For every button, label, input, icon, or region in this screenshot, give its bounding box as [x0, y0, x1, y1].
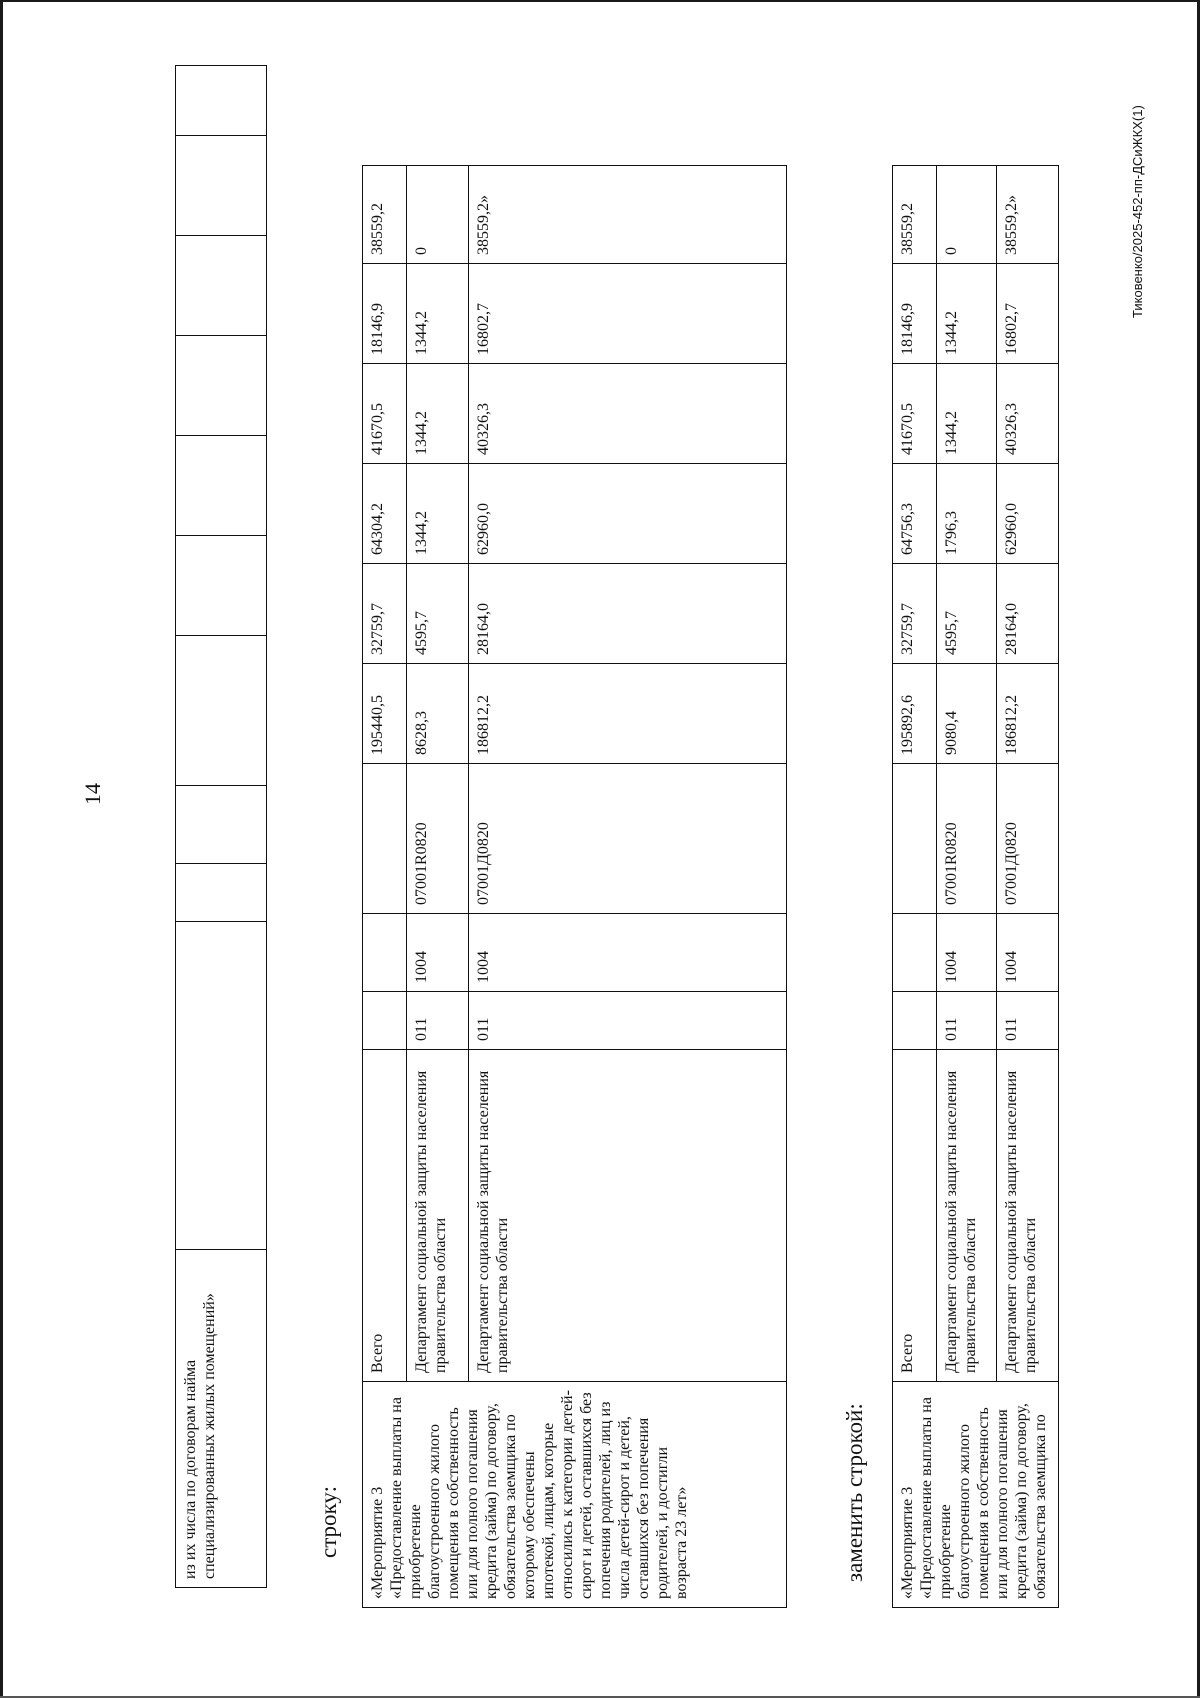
year-cell: 40326,3 — [997, 364, 1059, 464]
grbs-cell: 011 — [407, 992, 469, 1050]
executor-cell: Департамент социальной защиты населения правительства области — [937, 1050, 997, 1382]
year-cell: 38559,2» — [997, 166, 1059, 264]
heading-row-label: строку: — [316, 1486, 341, 1558]
grbs-cell — [363, 992, 407, 1050]
total-cell: 9080,4 — [937, 664, 997, 764]
total-cell: 186812,2 — [469, 664, 787, 764]
year-cell: 16802,7 — [997, 264, 1059, 364]
year-cell: 28164,0 — [469, 564, 787, 664]
csr-cell: 07001R0820 — [937, 764, 997, 914]
new-row-table — [892, 165, 1059, 1608]
year-cell: 62960,0 — [997, 464, 1059, 564]
empty-cell — [176, 336, 267, 436]
rzpr-cell — [363, 914, 407, 992]
page-number: 14 — [80, 783, 105, 805]
year-cell: 1344,2 — [407, 464, 469, 564]
year-cell: 1796,3 — [937, 464, 997, 564]
table-row — [363, 166, 407, 1608]
total-cell: 186812,2 — [997, 664, 1059, 764]
continuation-table — [175, 65, 267, 1588]
csr-cell: 07001R0820 — [407, 764, 469, 914]
rzpr-cell: 1004 — [469, 914, 787, 992]
year-cell: 1344,2 — [407, 264, 469, 364]
table-row — [893, 166, 937, 1608]
year-cell: 16802,7 — [469, 264, 787, 364]
measure-cell: «Мероприятие 3 «Предоставление выплаты на приобретение благоустроенного жилого помещения в собственность или для полного погашения кредита (займа) по договору, обязательства заемщика по — [893, 1382, 1059, 1608]
year-cell: 4595,7 — [937, 564, 997, 664]
rzpr-cell: 1004 — [937, 914, 997, 992]
year-cell: 1344,2 — [407, 364, 469, 464]
empty-cell — [176, 236, 267, 336]
total-cell: 195440,5 — [363, 664, 407, 764]
total-cell: 8628,3 — [407, 664, 469, 764]
year-cell: 38559,2 — [893, 166, 937, 264]
grbs-cell — [893, 992, 937, 1050]
year-cell: 18146,9 — [363, 264, 407, 364]
grbs-cell: 011 — [997, 992, 1059, 1050]
year-cell: 38559,2 — [363, 166, 407, 264]
year-cell: 4595,7 — [407, 564, 469, 664]
year-cell: 38559,2» — [469, 166, 787, 264]
year-cell: 28164,0 — [997, 564, 1059, 664]
total-cell: 195892,6 — [893, 664, 937, 764]
rzpr-cell: 1004 — [997, 914, 1059, 992]
continuation-text: из их числа по договорам найма специализированных жилых помещений» — [176, 1250, 267, 1588]
year-cell: 18146,9 — [893, 264, 937, 364]
empty-cell — [176, 136, 267, 236]
empty-cell — [176, 636, 267, 786]
executor-cell: Всего — [363, 1050, 407, 1382]
year-cell: 41670,5 — [893, 364, 937, 464]
heading-replace-label: заменить строкой: — [842, 1403, 867, 1582]
executor-cell: Департамент социальной защиты населения правительства области — [407, 1050, 469, 1382]
year-cell: 40326,3 — [469, 364, 787, 464]
grbs-cell: 011 — [937, 992, 997, 1050]
executor-cell: Департамент социальной защиты населения правительства области — [469, 1050, 787, 1382]
year-cell: 32759,7 — [893, 564, 937, 664]
year-cell: 64756,3 — [893, 464, 937, 564]
old-row-table — [362, 165, 787, 1608]
empty-cell — [176, 536, 267, 636]
year-cell: 64304,2 — [363, 464, 407, 564]
grbs-cell: 011 — [469, 992, 787, 1050]
year-cell: 62960,0 — [469, 464, 787, 564]
empty-cell — [176, 864, 267, 922]
empty-cell — [176, 786, 267, 864]
measure-cell: «Мероприятие 3 «Предоставление выплаты на приобретение благоустроенного жилого помещения в собственность или для полного погашения кредита (займа) по договору, обязательства заемщика по которому обеспечены ипотекой, лицам, которые относились к категории детей-сирот и детей, оставшихся без попечения родителей, лиц из числа детей-сирот и детей, оставшихся без попечения родителей, и достигли возраста 23 лет» — [363, 1382, 787, 1608]
year-cell: 0 — [937, 166, 997, 264]
executor-cell: Всего — [893, 1050, 937, 1382]
empty-cell — [176, 66, 267, 136]
document-footer: Тиковенко/2025-452-пп-ДСиЖКХ(1) — [1130, 105, 1145, 318]
table-row — [176, 66, 267, 1588]
rzpr-cell: 1004 — [407, 914, 469, 992]
csr-cell: 07001Д0820 — [469, 764, 787, 914]
year-cell: 32759,7 — [363, 564, 407, 664]
year-cell: 41670,5 — [363, 364, 407, 464]
year-cell: 1344,2 — [937, 264, 997, 364]
csr-cell — [363, 764, 407, 914]
rzpr-cell — [893, 914, 937, 992]
empty-cell — [176, 436, 267, 536]
csr-cell: 07001Д0820 — [997, 764, 1059, 914]
year-cell: 1344,2 — [937, 364, 997, 464]
executor-cell: Департамент социальной защиты населения правительства области — [997, 1050, 1059, 1382]
year-cell: 0 — [407, 166, 469, 264]
empty-cell — [176, 922, 267, 1250]
csr-cell — [893, 764, 937, 914]
